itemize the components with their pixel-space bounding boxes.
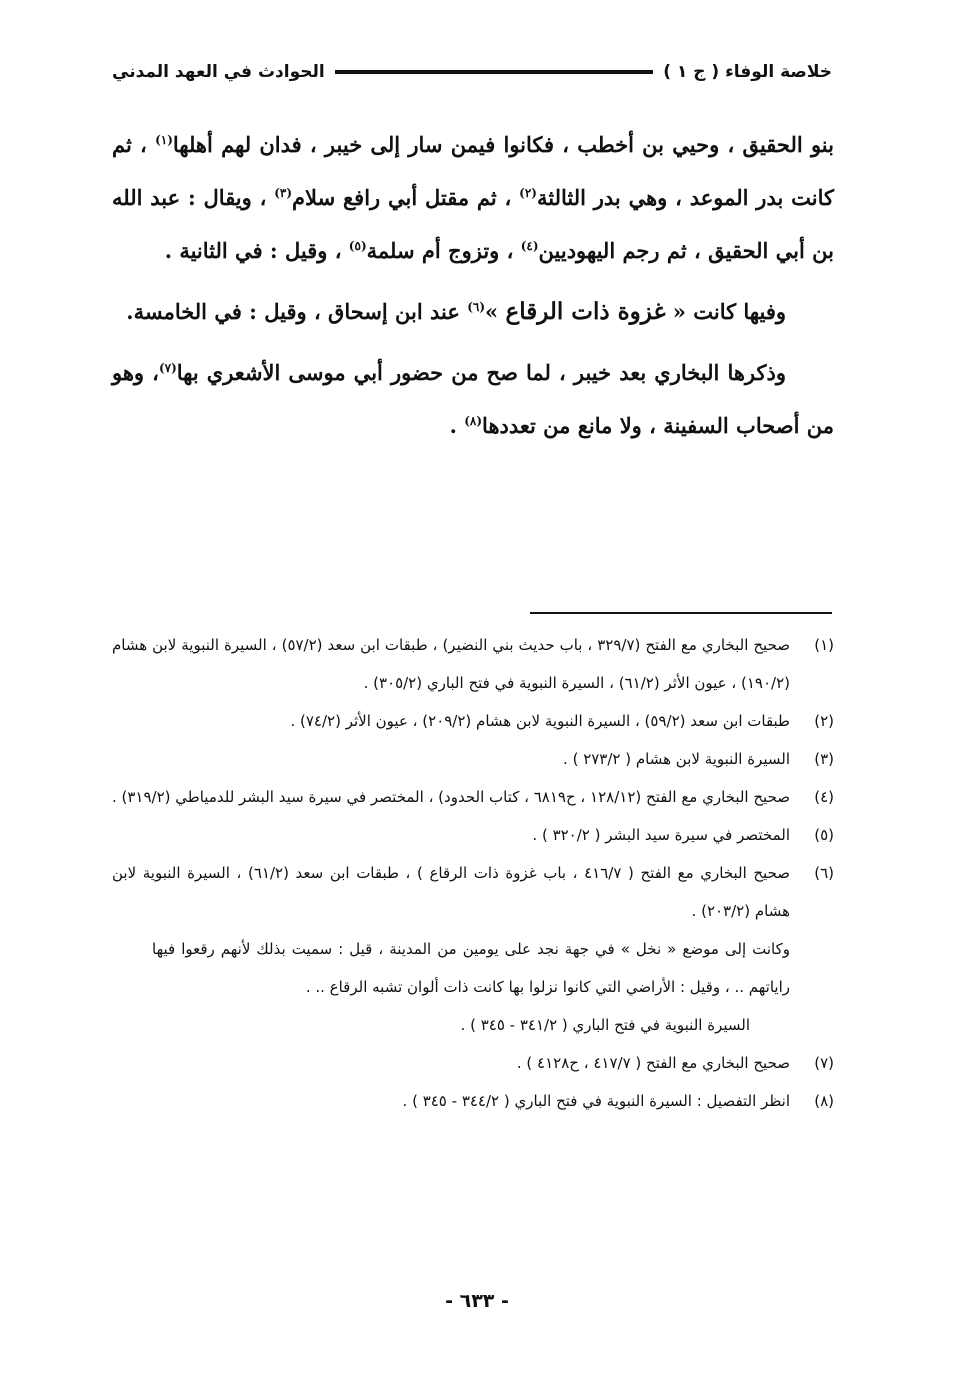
paragraph-3: وذكرها البخاري بعد خيبر ، لما صح من حضور أبي موسى الأشعري بها$^{(٧)}$، وهو من أصحاب السفينة ، ولا مانع من تعددها$^{(٨)}$ .: [112, 360, 834, 438]
footnote-ref-5: (٥): [348, 239, 367, 253]
footnote-text: انظر التفصيل : السيرة النبوية في فتح الباري ( ٣٤٤/٢ - ٣٤٥ ) .: [402, 1092, 790, 1110]
footnote-text: صحيح البخاري مع الفتح (٣٢٩/٧ ، باب حديث بني النضير) ، طبقات ابن سعد (٥٧/٢) ، السيرة النبوية لابن هشام (١٩٠/٢) ، عيون الأثر (٦١/٢) ، السيرة النبوية في فتح الباري (٣٠٥/٢) .: [112, 636, 790, 692]
page-number: - ٦٣٣ -: [445, 1290, 509, 1312]
footnote-1: [112, 626, 834, 702]
footnote-ref-3: (٣): [274, 186, 293, 200]
footnote-3: [112, 740, 834, 778]
footnote-note-text: وكانت إلى موضع « نخل » في جهة نجد على يومين من المدينة ، قيل : سميت بذلك لأنهم رقعوا فيها راياتهم .. ، وقيل : الأراضي التي كانوا نزلوا بها كانت ذات ألوان تشبه الرقاع .. .: [152, 940, 790, 996]
footnote-note-source: السيرة النبوية في فتح الباري ( ٣٤١/٢ - ٣٤٥ ) .: [460, 1016, 750, 1034]
footnote-number: (١): [814, 636, 834, 654]
footnote-number: (٢): [814, 712, 834, 730]
footnote-text: السيرة النبوية لابن هشام ( ٢٧٣/٢ ) .: [563, 750, 790, 768]
running-header: [112, 54, 832, 90]
footnote-number: (٦): [814, 864, 834, 882]
footnote-ref-7: (٧): [158, 361, 177, 375]
footnote-text: صحيح البخاري مع الفتح ( ٤١٧/٧ ، ح٤١٢٨ ) .: [516, 1054, 790, 1072]
footnote-6-note: [112, 930, 834, 1044]
footnote-4: [112, 778, 834, 816]
footnote-ref-2: (٢): [519, 186, 537, 200]
footnotes: [112, 626, 834, 1120]
book-title: خلاصة الوفاء ( ج ١ ): [663, 62, 832, 82]
footnote-6: [112, 854, 834, 930]
chapter-title: الحوادث في العهد المدني: [112, 62, 325, 82]
footnote-7: [112, 1044, 834, 1082]
footnote-ref-4: (٤): [520, 239, 539, 253]
footnote-number: (٧): [814, 1054, 834, 1072]
footnote-ref-6: (٦): [467, 300, 486, 314]
footnote-5: [112, 816, 834, 854]
footnote-text: المختصر في سيرة سيد البشر ( ٣٢٠/٢ ) .: [532, 826, 790, 844]
footnote-8: [112, 1082, 834, 1120]
footnote-number: (٤): [814, 788, 834, 806]
footnote-number: (٣): [814, 750, 834, 768]
paragraph-1: بنو الحقيق ، وحيي بن أخطب ، فكانوا فيمن سار إلى خيبر ، فدان لهم أهلها$^{(١)}$ ، ثم كانت بدر الموعد ، وهي بدر الثالثة$^{(٢)}$ ، ثم مقتل أبي رافع سلام$^{(٣)}$ ، ويقال : عبد الله بن أبي الحقيق ، ثم رجم اليهوديين$^{(٤)}$ ، وتزوج أم سلمة$^{(٥)}$ ، وقيل : في الثانية .: [112, 132, 834, 263]
footnote-ref-1: (١): [155, 133, 173, 147]
footnote-ref-8: (٨): [464, 414, 483, 428]
footnote-text: صحيح البخاري مع الفتح (١٢٨/١٢ ، ح٦٨١٩ ، كتاب الحدود) ، المختصر في سيرة سيد البشر للدمياطي (٣١٩/٢) .: [111, 788, 790, 806]
footnote-number: (٥): [814, 826, 834, 844]
footnote-text: طبقات ابن سعد (٥٩/٢) ، السيرة النبوية لابن هشام (٢٠٩/٢) ، عيون الأثر (٧٤/٢) .: [290, 712, 790, 730]
emphasized-title: غزوة ذات الرقاع: [505, 298, 666, 325]
header-rule: [335, 70, 654, 74]
footnote-2: [112, 702, 834, 740]
footnote-number: (٨): [814, 1092, 834, 1110]
footnote-separator: [530, 612, 832, 614]
footnote-text: صحيح البخاري مع الفتح ( ٤١٦/٧ ، باب غزوة ذات الرقاع ) ، طبقات ابن سعد (٦١/٢) ، السيرة النبوية لابن هشام (٢٠٣/٢) .: [112, 864, 790, 920]
paragraph-2: وفيها كانت « غزوة ذات الرقاع »$^{(٦)}$ عند ابن إسحاق ، وقيل : في الخامسة.: [126, 298, 786, 325]
main-text: [112, 118, 834, 460]
